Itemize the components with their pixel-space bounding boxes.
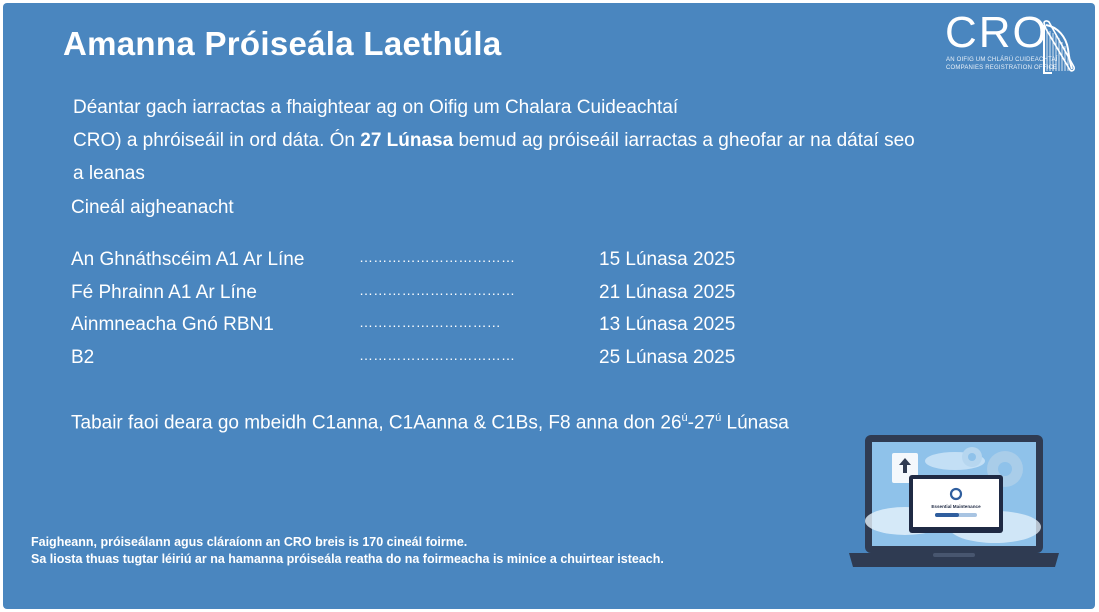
- footer-line-1: Faigheann, próiseálann agus cláraíonn an CRO breis is 170 cineál foirme.: [31, 535, 468, 549]
- processing-date: 25 Lúnasa 2025: [599, 346, 736, 368]
- processing-date: 13 Lúnasa 2025: [599, 314, 736, 336]
- section-heading: Cineál aigheanacht: [71, 197, 234, 218]
- list-item: [71, 312, 791, 345]
- dot-leader: ……………………………: [359, 281, 516, 298]
- list-item: [71, 280, 791, 313]
- list-item: [71, 247, 791, 280]
- submission-type: Fé Phrainn A1 Ar Líne: [71, 281, 257, 303]
- maintenance-screen-text: Essential Maintenance: [931, 504, 981, 509]
- processing-date: 21 Lúnasa 2025: [599, 281, 736, 303]
- submission-type: B2: [71, 346, 95, 368]
- logo-subtitle-english: COMPANIES REGISTRATION OFFICE: [946, 65, 1058, 71]
- dot-leader: ……………………………: [359, 249, 516, 265]
- page-title: Amanna Próiseála Laethúla: [63, 25, 502, 62]
- footer-line-2: Sa liosta thuas tugtar léiriú ar na hamanna próiseála reatha do na foirmeacha is minice a chuirtear isteach.: [31, 552, 664, 566]
- logo-subtitle-irish: AN OIFIG UM CHLÁRÚ CUIDEACHTAÍ: [946, 57, 1058, 63]
- logo-text: CRO: [945, 8, 1049, 57]
- processing-date: 15 Lúnasa 2025: [599, 249, 736, 270]
- highlight-date: 27 Lúnasa: [360, 130, 454, 151]
- cro-logo: [943, 8, 1083, 79]
- dot-leader: ……………………………: [359, 346, 516, 363]
- notice-text: Tabair faoi deara go mbeidh C1anna, C1Aanna & C1Bs, F8 anna don $26^ú-27^ú$ Lúnasa: [71, 412, 789, 434]
- announcement-slide: [3, 3, 1095, 609]
- submission-type: An Ghnáthscéim A1 Ar Líne: [71, 249, 305, 270]
- processing-dates-list: [71, 247, 791, 377]
- dot-leader: …………………………: [359, 314, 501, 331]
- intro-line-2: CRO) a phróiseáil in ord dáta. Ón 27 Lúnasa bemud ag próiseáil iarractas a gheofar ar na dátaí seo: [73, 130, 915, 151]
- footer-note: [31, 534, 664, 568]
- submission-type: Ainmneacha Gnó RBN1: [71, 314, 274, 336]
- intro-paragraph: [73, 91, 1033, 190]
- intro-line-3: a leanas: [73, 163, 145, 184]
- list-item: [71, 345, 791, 378]
- intro-line-1: Déantar gach iarractas a fhaightear ag on Oifig um Chalara Cuideachtaí: [73, 97, 679, 118]
- laptop-maintenance-icon: [845, 431, 1063, 573]
- harp-icon: [1038, 19, 1078, 75]
